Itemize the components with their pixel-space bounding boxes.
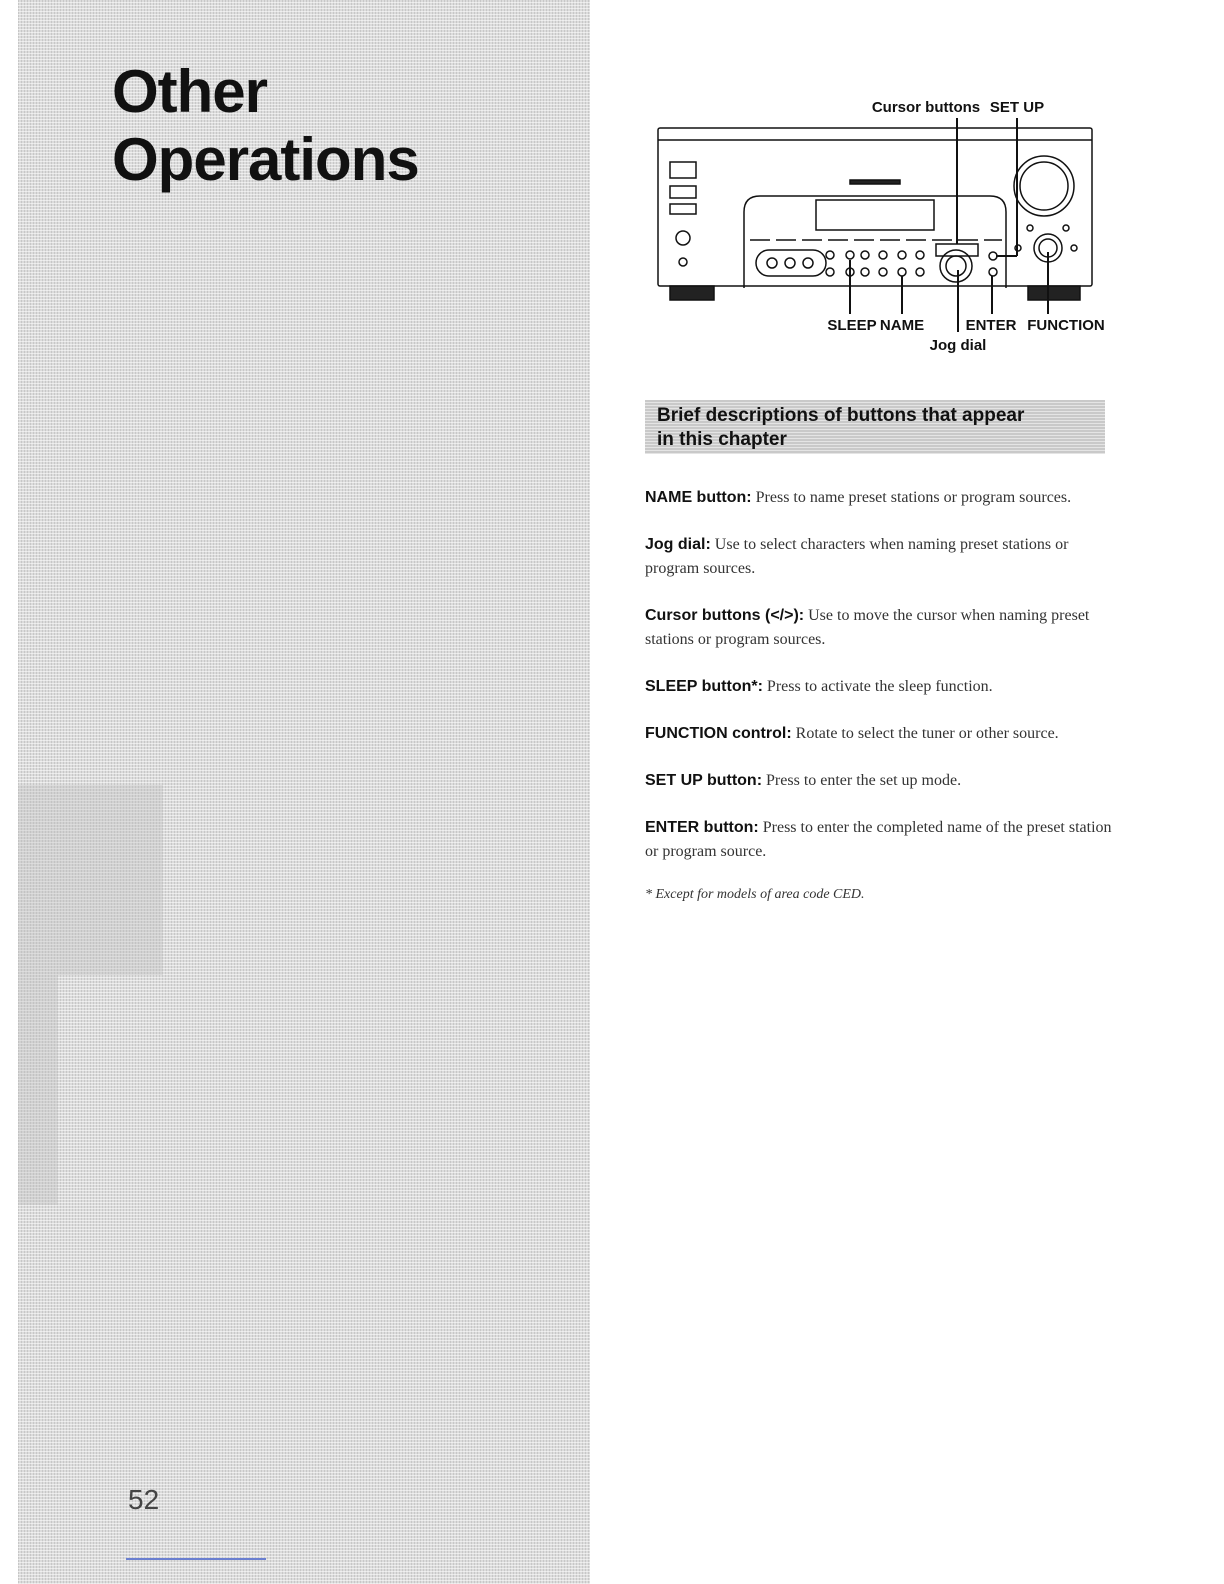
panel-pattern-block <box>18 785 163 975</box>
label-function: FUNCTION <box>1027 317 1105 334</box>
chapter-side-panel <box>18 0 590 1584</box>
panel-pattern-block <box>18 975 58 1205</box>
label-jog-dial: Jog dial <box>929 337 987 354</box>
page-number: 52 <box>128 1484 160 1515</box>
description-text: Press to activate the sleep function. <box>766 678 993 695</box>
description-term: ENTER button: <box>645 819 759 836</box>
description-text: Press to enter the completed name of the preset station or program source. <box>645 819 1112 860</box>
description-item <box>645 604 1115 652</box>
label-enter: ENTER <box>965 317 1017 334</box>
description-term: Jog dial: <box>645 536 711 553</box>
receiver-front-panel <box>658 128 1092 300</box>
description-term: FUNCTION control: <box>645 725 792 742</box>
label-cursor-buttons: Cursor buttons <box>871 99 981 116</box>
chapter-title <box>112 58 419 194</box>
footnote: * Except for models of area code CED. <box>645 887 865 902</box>
label-set-up: SET UP <box>989 99 1045 116</box>
description-term: NAME button: <box>645 489 752 506</box>
description-text: Press to name preset stations or program sources. <box>755 489 1072 506</box>
label-name: NAME <box>879 317 925 334</box>
description-item <box>645 769 1115 793</box>
description-term: Cursor buttons (</>): <box>645 607 805 624</box>
label-sleep: SLEEP <box>827 317 877 334</box>
description-text: Use to select characters when naming preset stations or program sources. <box>645 536 1069 577</box>
section-title-line1: Brief descriptions of buttons that appear <box>657 405 1025 426</box>
description-item <box>645 533 1115 581</box>
description-item <box>645 486 1115 510</box>
receiver-diagram <box>640 92 1120 364</box>
description-term: SLEEP button*: <box>645 678 763 695</box>
chapter-title-line2: Operations <box>112 126 419 193</box>
description-item <box>645 816 1115 864</box>
description-text: Rotate to select the tuner or other source. <box>795 725 1059 742</box>
description-term: SET UP button: <box>645 772 763 789</box>
bottom-rule <box>126 1558 266 1560</box>
diagram-callout-lines <box>850 118 1048 332</box>
section-title <box>645 400 1105 452</box>
description-item <box>645 722 1115 746</box>
section-title-line2: in this chapter <box>657 429 787 450</box>
description-text: Press to enter the set up mode. <box>766 772 962 789</box>
description-item <box>645 675 1115 699</box>
chapter-title-line1: Other <box>112 58 268 125</box>
description-text: Use to move the cursor when naming preset stations or program sources. <box>645 607 1090 648</box>
section-header <box>645 400 1105 454</box>
button-descriptions <box>645 486 1115 903</box>
